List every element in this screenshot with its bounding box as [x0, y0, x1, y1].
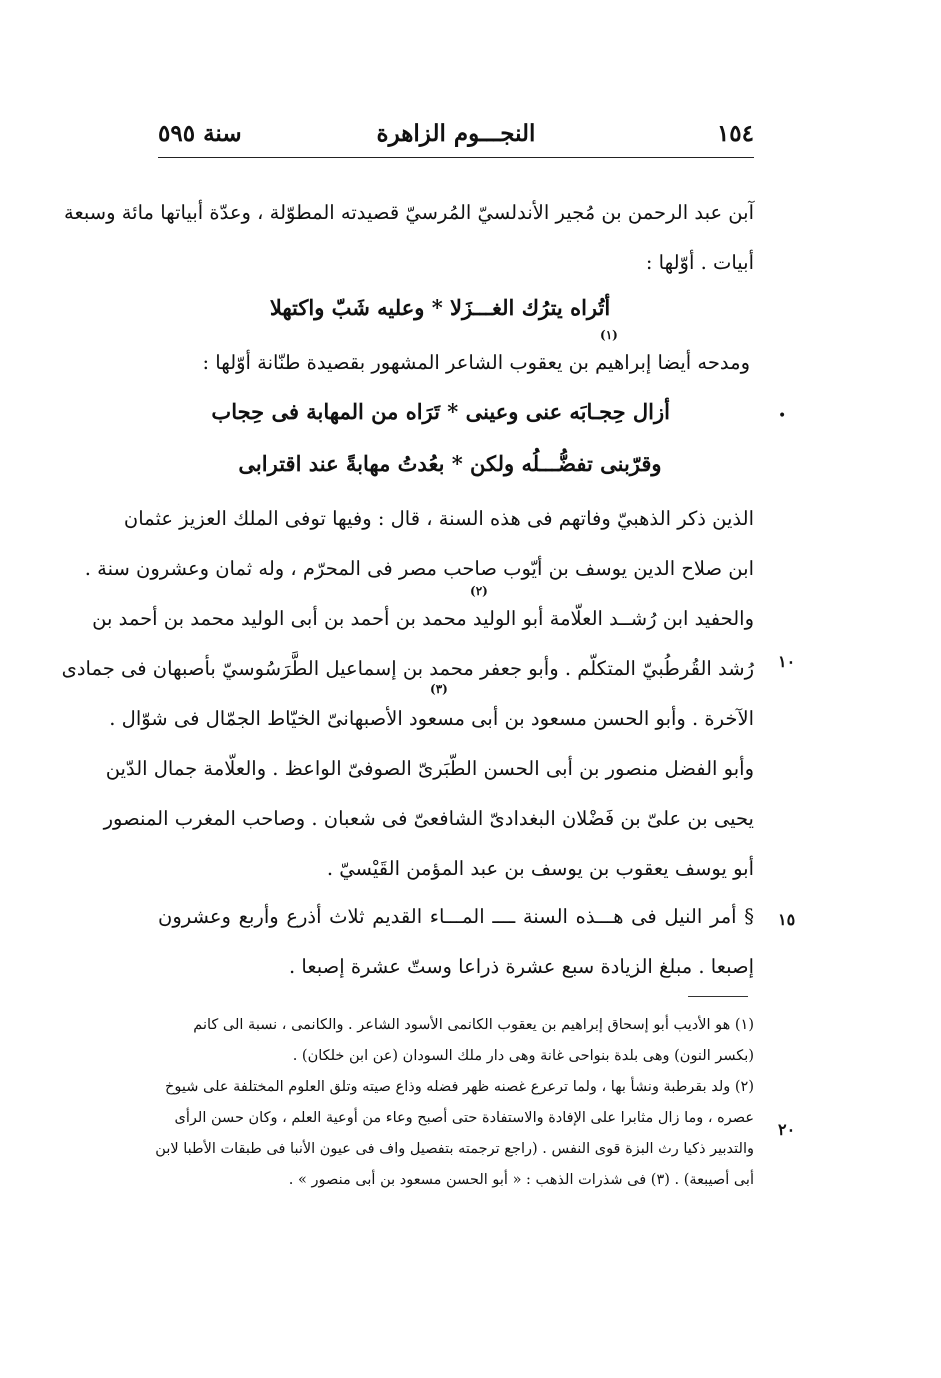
footnote-line: أبى أصيبعة) . (٣) فى شذرات الذهب : « أبو الحسن مسعود بن أبى منصور » . [288, 1172, 754, 1188]
verse-line: وقرّبنى تفضُّـــلُه ولكن * بعُدتُ مهابةً عند اقترابى [238, 451, 662, 476]
text-line: آبن عبد الرحمن بن مُجير الأندلسيّ المُرسيّ قصيدته المطوّلة ، وعدّة أبياتها مائة وسبعة [64, 201, 754, 224]
footnote-line: (١) هو الأديب أبو إسحاق إبراهيم بن يعقوب الكانمى الأسود الشاعر . والكانمى ، نسبة الى كانم [193, 1017, 754, 1033]
footnote-line: (بكسر النون) وهى بلدة بنواحى غانة وهى دار ملك السودان (عن ابن خلكان) . [292, 1048, 754, 1064]
text-line: رُشد القُرطُبيّ المتكلّم . وأبو جعفر محمد بن إسماعيل الطَّرَسُوسيّ بأصبهان فى جمادى [61, 657, 754, 680]
paragraph-praise [190, 338, 750, 388]
verse-line: أتُراه يترُك الغـــزَلا * وعليه شَبّ واكتهلا [269, 295, 611, 320]
text-line: إصبعا . مبلغ الزيادة سبع عشرة ذراعا وستّ عشرة إصبعا . [289, 955, 754, 978]
text-line: أبيات . أوّلها : [645, 251, 754, 274]
verse-line: أزال حِجـابَه عنى وعينى * تَرَاه من المهابة فى حِجاب [211, 399, 670, 424]
text-line: الذين ذكر الذهبيّ وفاتهم فى هذه السنة ، قال : وفيها توفى الملك العزيز عثمان [123, 507, 754, 530]
poem-verse-1 [200, 282, 680, 334]
note-ref-2: (٢) [470, 584, 488, 598]
text-line: § أمر النيل فى هـــذه السنة ــــ المـــاء القديم ثلاث أذرع وأربع وعشرون [158, 905, 754, 928]
running-header [158, 112, 754, 158]
text-line: أبو يوسف يعقوب بن يوسف بن عبد المؤمن القَيْسيّ . [326, 857, 754, 880]
text-line: ومدحه أيضا إبراهيم بن يعقوب الشاعر المشهور بقصيدة طنّانة أوّلها : [202, 351, 750, 374]
text-line: والحفيد ابن رُشــد العلّامة أبو الوليد محمد بن أحمد بن أبى الوليد محمد بن أحمد بن [92, 607, 754, 630]
paragraph-deaths [61, 494, 754, 894]
page-number: ١٥٤ [716, 120, 754, 147]
text-line: يحيى بن علىّ بن فَضْلان البغدادىّ الشافعىّ فى شعبان . وصاحب المغرب المنصور [103, 807, 754, 830]
margin-line-number: ١٠ [778, 652, 796, 671]
text-line: ابن صلاح الدين يوسف بن أيّوب صاحب مصر فى المحرّم ، وله ثمان وعشرون سنة . [84, 557, 754, 580]
footnote-line: والتدبير ذكيا رث البزة قوى النفس . (راجع ترجمته بتفصيل واف فى عيون الأنبا فى طبقات الأطبا لابن [155, 1141, 754, 1157]
footnote-rule [688, 996, 748, 997]
margin-bullet: • [778, 408, 787, 424]
text-line: الآخرة . وأبو الحسن مسعود بن أبى مسعود الأصبهانىّ الخيّاط الجمّال فى شوّال . [109, 707, 754, 730]
note-ref-1: (١) [600, 328, 618, 342]
margin-line-number: ١٥ [778, 910, 796, 929]
header-title: النجـــوم الزاهرة [376, 120, 536, 147]
header-rule [158, 157, 754, 158]
margin-line-number: ٢٠ [778, 1120, 796, 1139]
footnote-line: (٢) ولد بقرطبة ونشأ بها ، ولما ترعرع غصنه ظهر فضله وذاع صيته وتلق العلوم المختلفة على شيوخ [165, 1079, 754, 1095]
poem-verse-2 [211, 386, 670, 490]
paragraph-nile [158, 892, 754, 992]
footnotes [155, 1010, 754, 1196]
note-ref-3: (٣) [430, 682, 448, 696]
header-year: سنة ٥٩٥ [158, 120, 242, 147]
footnote-line: عصره ، وما زال مثابرا على الإفادة والاستفادة حتى أصبح وعاء من أوعية العلم ، وكان حسن الرأى [174, 1110, 754, 1126]
text-line: وأبو الفضل منصور بن أبى الحسن الطّبَرىّ الصوفىّ الواعظ . والعلّامة جمال الدّين [105, 757, 754, 780]
paragraph-intro [64, 188, 754, 288]
